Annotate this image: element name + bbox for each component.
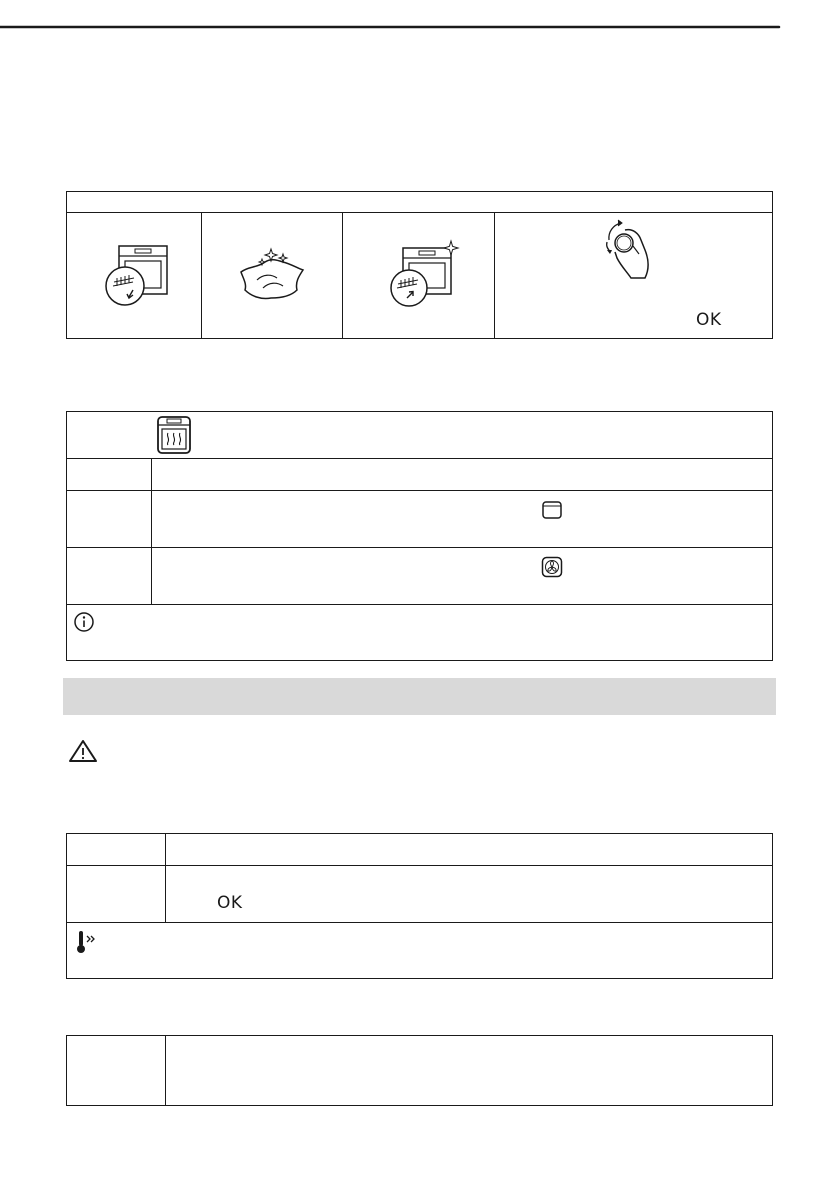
rotary-knob-hand-icon	[603, 216, 661, 282]
ok-label: OK	[696, 310, 722, 330]
column-divider	[494, 212, 495, 338]
cleaning-cloth-icon	[235, 246, 311, 304]
top-rule	[0, 15, 781, 21]
column-divider	[201, 212, 202, 338]
oven-shelf-insert-icon	[389, 240, 463, 308]
column-divider	[165, 1036, 166, 1105]
bottom-table	[66, 1035, 773, 1106]
table-divider	[67, 547, 772, 548]
warning-triangle-icon	[68, 739, 98, 763]
function-table	[66, 411, 773, 661]
top-rule-graphic	[0, 24, 781, 30]
cleaning-steps-table	[66, 191, 773, 339]
oven-steam-icon	[156, 415, 192, 455]
table-divider	[67, 490, 772, 491]
table-divider	[67, 458, 772, 459]
ok-label: OK	[217, 893, 243, 913]
table-divider	[67, 865, 772, 866]
oven-window-icon	[541, 500, 563, 520]
column-divider	[342, 212, 343, 338]
column-divider	[151, 458, 152, 604]
column-divider	[165, 834, 166, 922]
fan-symbol-icon	[541, 556, 563, 578]
thermometer-icon	[75, 929, 99, 955]
table-divider	[67, 212, 772, 213]
section-heading-bar	[63, 678, 776, 715]
oven-shelf-remove-icon	[103, 242, 173, 308]
settings-table	[66, 833, 773, 979]
info-icon	[73, 611, 95, 633]
table-divider	[67, 604, 772, 605]
table-divider	[67, 922, 772, 923]
